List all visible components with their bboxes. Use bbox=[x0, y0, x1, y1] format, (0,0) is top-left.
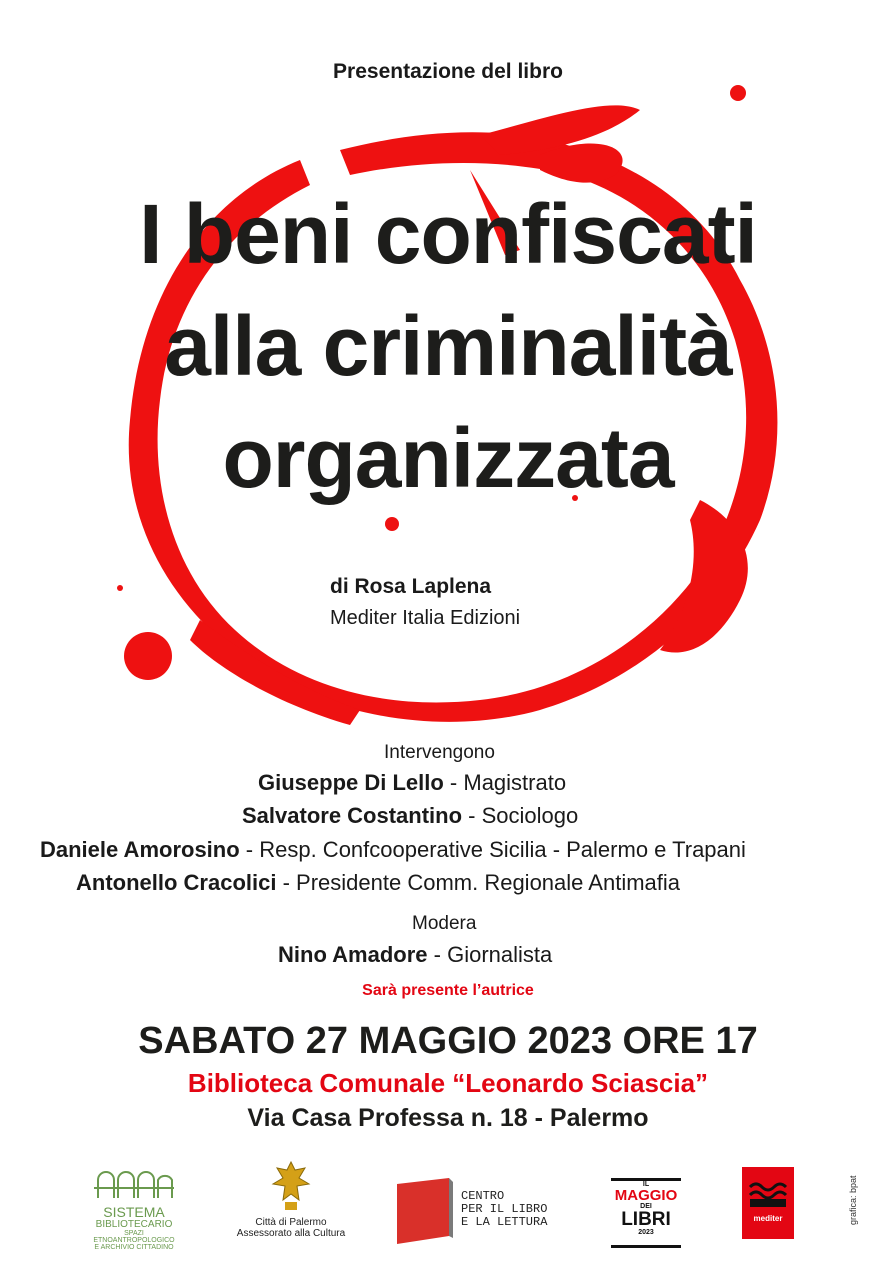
sistema-subtitle: BIBLIOTECARIO bbox=[95, 1219, 173, 1230]
event-date: SABATO 27 MAGGIO 2023 ORE 17 bbox=[138, 1020, 758, 1062]
cepell-line-2: PER IL LIBRO bbox=[461, 1202, 548, 1216]
sistema-title: SISTEMA bbox=[103, 1204, 165, 1220]
maggio-line-4: LIBRI bbox=[621, 1209, 671, 1230]
citta-di-palermo-logo bbox=[226, 1158, 356, 1239]
speaker-name: Daniele Amorosino bbox=[40, 837, 240, 862]
book-author: di Rosa Laplena bbox=[330, 575, 492, 598]
event-kicker: Presentazione del libro bbox=[333, 60, 563, 83]
speaker-row bbox=[242, 803, 578, 829]
book-title-line-1: I beni confiscati bbox=[139, 187, 757, 281]
sistema-bibliotecario-logo bbox=[92, 1168, 176, 1251]
event-venue: Biblioteca Comunale “Leonardo Sciascia” bbox=[187, 1068, 709, 1098]
palermo-line-2: Assessorato alla Cultura bbox=[236, 1228, 346, 1239]
sistema-small-1: SPAZI ETNOANTROPOLOGICO bbox=[93, 1230, 175, 1244]
maggio-line-1: IL bbox=[642, 1181, 650, 1188]
maggio-line-3: DEI bbox=[640, 1203, 652, 1210]
event-address: Via Casa Professa n. 18 - Palermo bbox=[247, 1104, 649, 1132]
mediter-logo bbox=[742, 1167, 794, 1239]
speaker-role: - Resp. Confcooperative Sicilia - Palermo e Trapani bbox=[239, 837, 746, 862]
author-present-note: Sarà presente l’autrice bbox=[362, 982, 534, 999]
speaker-role: - Presidente Comm. Regionale Antimafia bbox=[276, 870, 681, 895]
speaker-role: - Sociologo bbox=[462, 803, 579, 828]
maggio-line-5: 2023 bbox=[638, 1229, 654, 1236]
moderator-name: Nino Amadore bbox=[278, 942, 428, 967]
mediter-name: mediter bbox=[753, 1214, 783, 1223]
speaker-name: Antonello Cracolici bbox=[76, 870, 277, 895]
book-title-line-2: alla criminalità bbox=[164, 299, 732, 393]
moderator-label: Modera bbox=[412, 913, 477, 934]
maggio-line-2: MAGGIO bbox=[614, 1187, 678, 1204]
moderator-role: - Giornalista bbox=[427, 942, 553, 967]
book-title-line-3: organizzata bbox=[222, 411, 674, 505]
speakers-label: Intervengono bbox=[384, 742, 495, 763]
centro-libro-lettura-logo bbox=[393, 1178, 573, 1248]
palermo-line-1: Città di Palermo bbox=[255, 1217, 327, 1228]
book-stack-icon bbox=[393, 1178, 455, 1246]
speaker-name: Giuseppe Di Lello bbox=[258, 770, 444, 795]
speaker-name: Salvatore Costantino bbox=[242, 803, 463, 828]
speaker-row bbox=[40, 837, 746, 863]
sistema-small-2: E ARCHIVIO CITTADINO bbox=[94, 1244, 174, 1251]
book-publisher: Mediter Italia Edizioni bbox=[330, 607, 521, 629]
building-arches-icon bbox=[92, 1168, 176, 1200]
graphic-credit: grafica: bpat bbox=[848, 1175, 858, 1225]
cepell-line-3: E LA LETTURA bbox=[461, 1215, 548, 1229]
book-title bbox=[0, 178, 896, 514]
speaker-row bbox=[76, 870, 680, 896]
cepell-line-1: CENTRO bbox=[461, 1189, 505, 1203]
waves-icon bbox=[748, 1179, 788, 1209]
speaker-role: - Magistrato bbox=[443, 770, 567, 795]
eagle-crest-icon bbox=[269, 1158, 313, 1212]
moderator-row bbox=[278, 942, 552, 968]
maggio-dei-libri-logo bbox=[611, 1178, 681, 1248]
speaker-row bbox=[258, 770, 566, 796]
